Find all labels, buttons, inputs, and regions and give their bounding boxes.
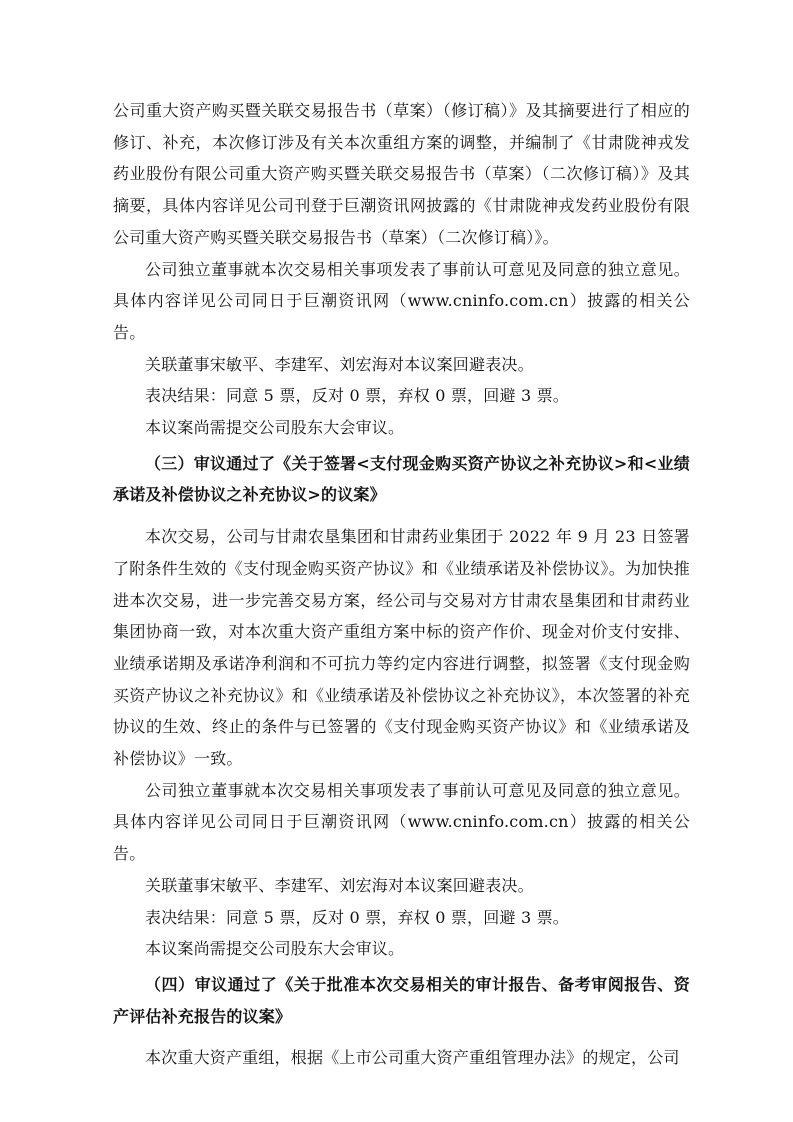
body-paragraph-independent-directors-opinion-2: 公司独立董事就本次交易相关事项发表了事前认可意见及同意的独立意见。具体内容详见公司同日于巨潮资讯网（www.cninfo.com.cn）披露的相关公告。 (113, 780, 690, 864)
body-paragraph-shareholder-meeting-note-2: 本议案尚需提交公司股东大会审议。 (145, 939, 405, 959)
body-paragraph-continuation: 公司重大资产购买暨关联交易报告书（草案）（修订稿）》及其摘要进行了相应的修订、补充，本次修订涉及有关本次重组方案的调整，并编制了《甘肃陇神戎发药业股份有限公司重大资产购买暨关联交易报告书（草案）（二次修订稿）》及其摘要，具体内容详见公司刊登于巨潮资讯网披露的《甘肃陇神戎发药业股份有限公司重大资产购买暨关联交易报告书（草案）（二次修订稿）》。 (113, 101, 690, 247)
body-paragraph-voting-result-2: 表决结果：同意 5 票，反对 0 票，弃权 0 票，回避 3 票。 (145, 907, 570, 927)
body-paragraph-supplementary-agreement-details: 本次交易，公司与甘肃农垦集团和甘肃药业集团于 2022 年 9 月 23 日签署了附条件生效的《支付现金购买资产协议》和《业绩承诺及补偿协议》。为加快推进本次交易，进一步完善交易方案，经公司与交易对方甘肃农垦集团和甘肃药业集团协商一致，对本次重大资产重组方案中标的资产作价、现金对价支付安排、业绩承诺期及承诺净利润和不可抗力等约定内容进行调整，拟签署《支付现金购买资产协议之补充协议》和《业绩承诺及补偿协议之补充协议》，本次签署的补充协议的生效、终止的条件与已签署的《支付现金购买资产协议》和《业绩承诺及补偿协议》一致。 (113, 527, 690, 769)
body-paragraph-related-directors-abstain-2: 关联董事宋敏平、李建军、刘宏海对本议案回避表决。 (145, 875, 534, 895)
body-paragraph-independent-directors-opinion: 公司独立董事就本次交易相关事项发表了事前认可意见及同意的独立意见。具体内容详见公司同日于巨潮资讯网（www.cninfo.com.cn）披露的相关公告。 (113, 259, 690, 342)
body-paragraph-voting-result: 表决结果：同意 5 票，反对 0 票，弃权 0 票，回避 3 票。 (145, 386, 570, 406)
body-paragraph-related-directors-abstain: 关联董事宋敏平、李建军、刘宏海对本议案回避表决。 (145, 354, 534, 374)
body-paragraph-shareholder-meeting-note: 本议案尚需提交公司股东大会审议。 (145, 418, 405, 438)
section-heading-item-4: （四）审议通过了《关于批准本次交易相关的审计报告、备考审阅报告、资产评估补充报告的议案》 (113, 974, 690, 1026)
body-paragraph-restructuring-basis: 本次重大资产重组，根据《上市公司重大资产重组管理办法》的规定，公司 (145, 1048, 680, 1068)
section-heading-item-3: （三）审议通过了《关于签署<支付现金购买资产协议之补充协议>和<业绩承诺及补偿协议之补充协议>的议案》 (113, 453, 690, 505)
